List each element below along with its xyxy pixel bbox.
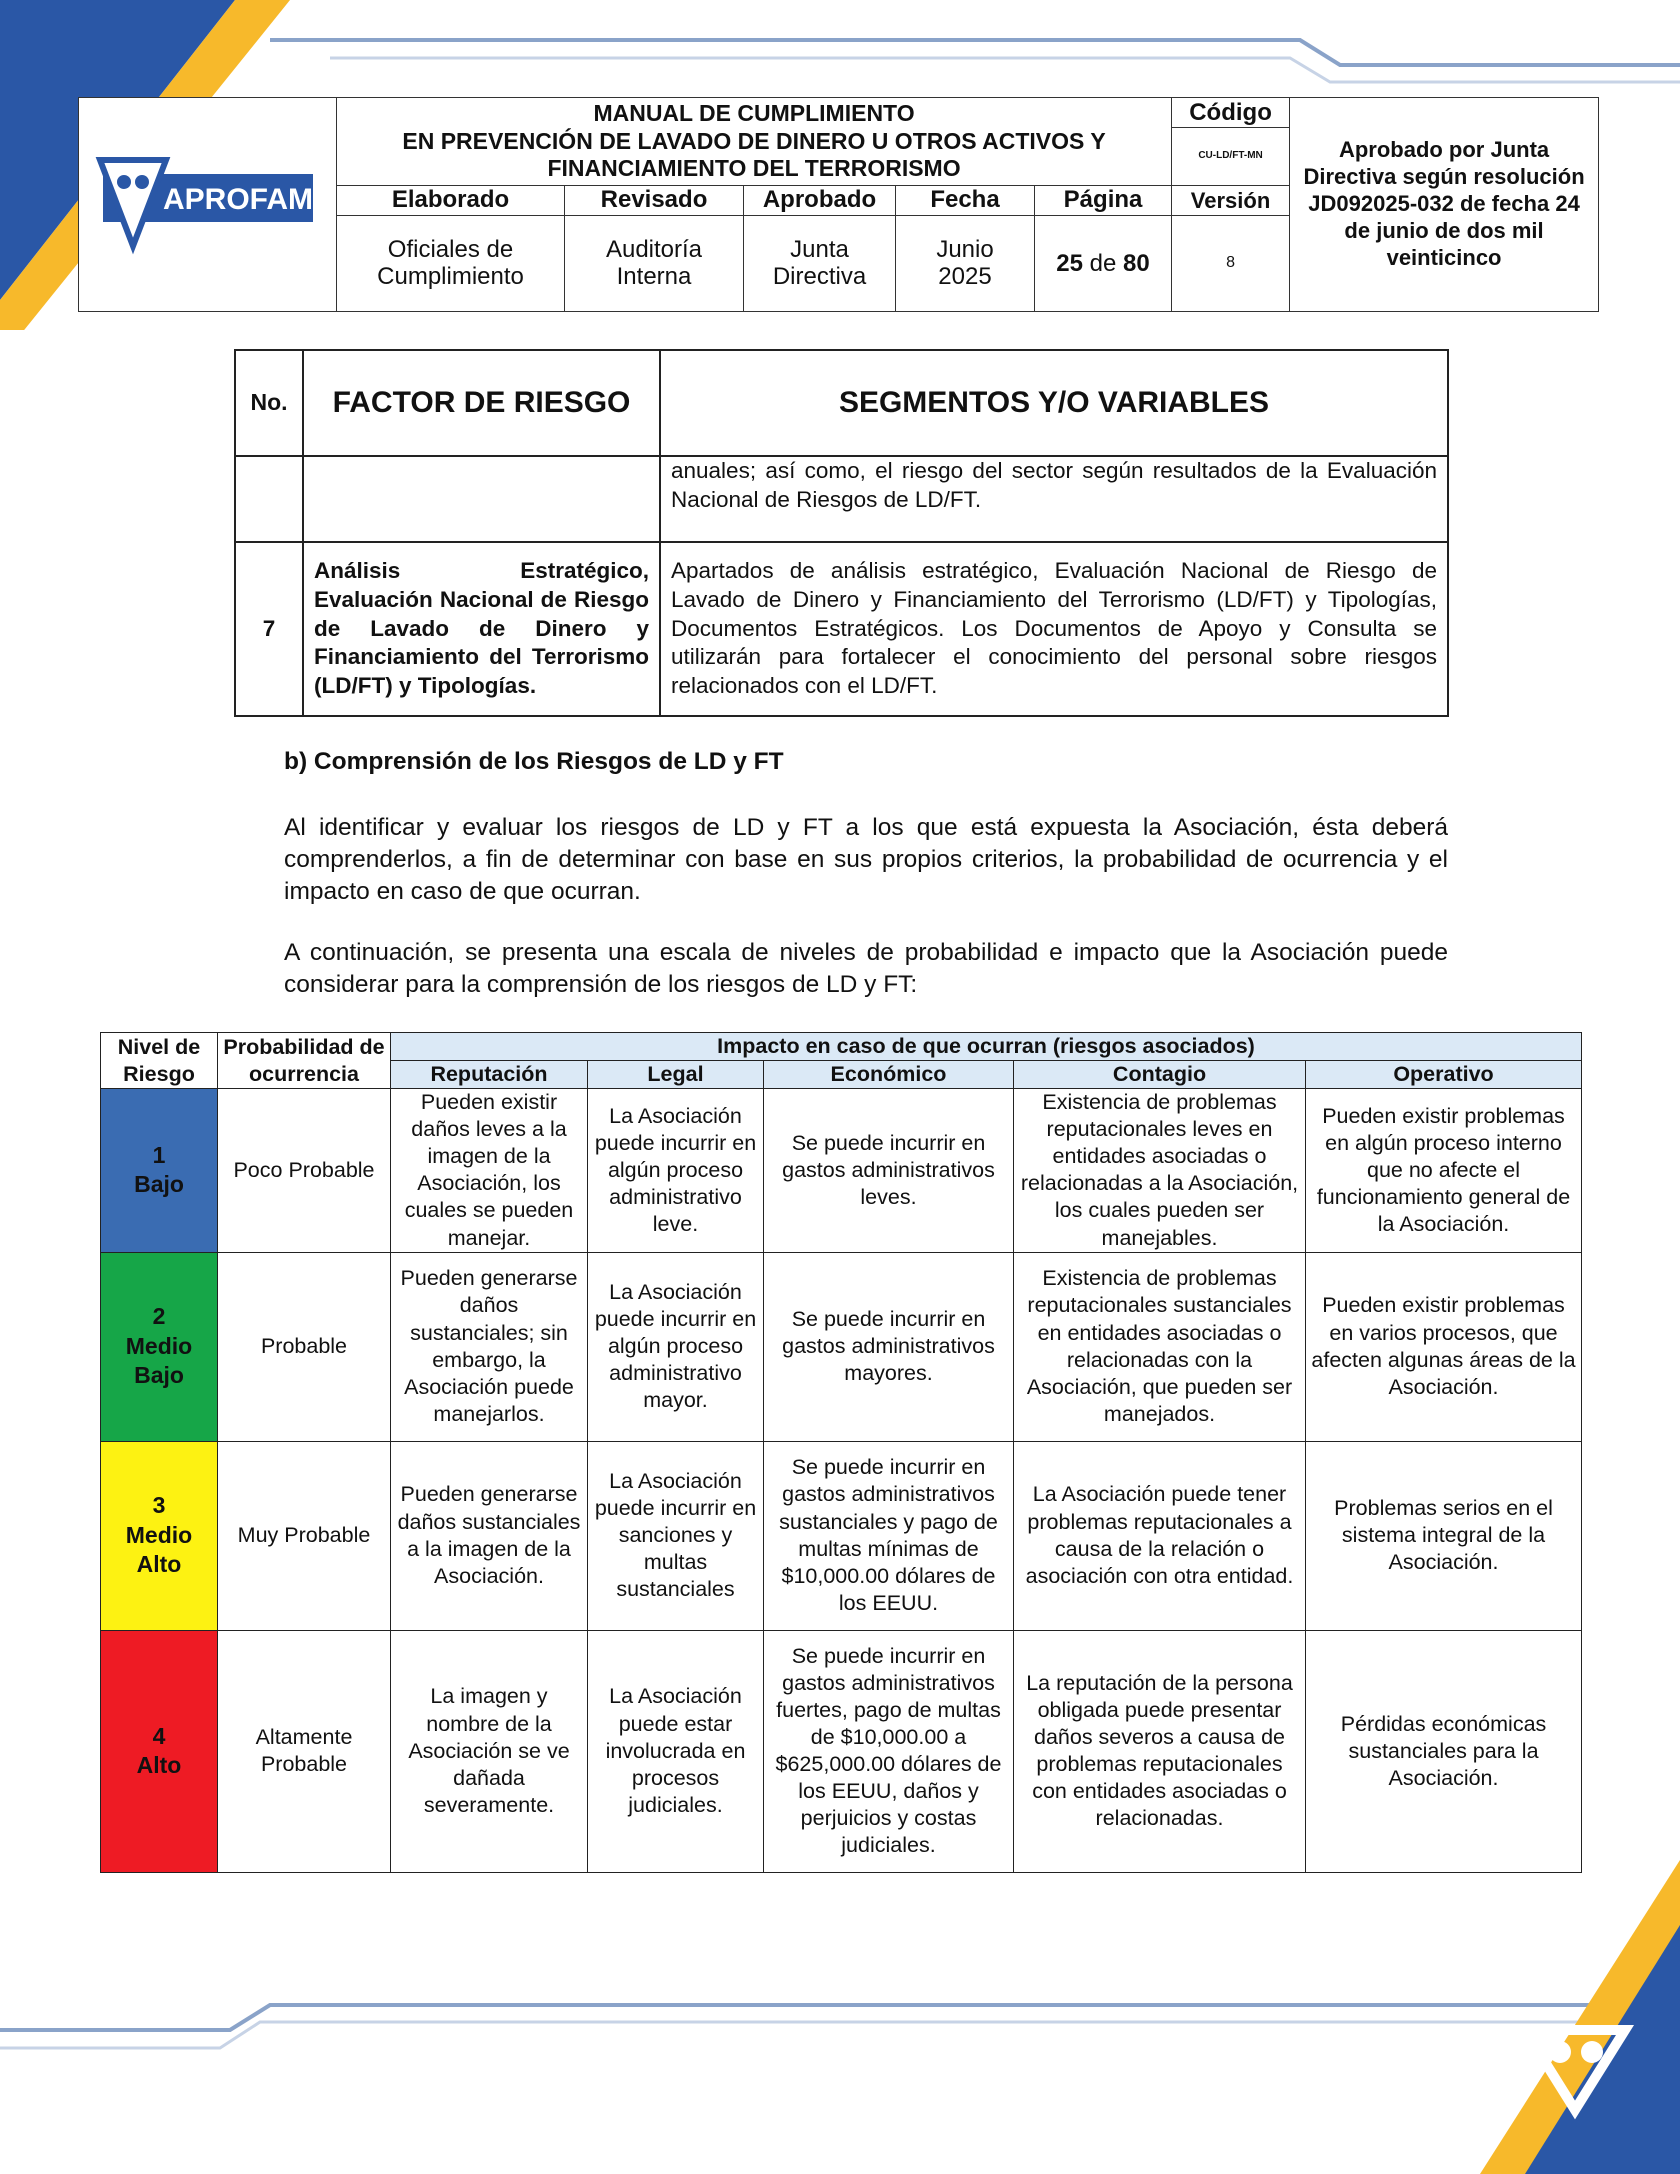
label-version: Versión [1172, 185, 1290, 215]
header-contagio: Contagio [1014, 1061, 1306, 1089]
logo-cell [79, 98, 337, 312]
col-header-segmentos: SEGMENTOS Y/O VARIABLES [660, 350, 1448, 456]
operativo-cell: Problemas serios en el sistema integral de la Asociación. [1306, 1441, 1582, 1630]
section-heading: b) Comprensión de los Riesgos de LD y FT [284, 748, 784, 775]
svg-text:APROFAM: APROFAM [162, 183, 313, 217]
value-elaborado: Oficiales de Cumplimiento [337, 215, 565, 311]
codigo-value: CU-LD/FT-MN [1172, 127, 1290, 185]
header-probabilidad: Probabilidad de ocurrencia [218, 1033, 391, 1089]
approval-note: Aprobado por Junta Directiva según resolución JD092025-032 de fecha 24 de junio de dos mil veinticinco [1290, 98, 1599, 312]
continuation-text: anuales; así como, el riesgo del sector según resultados de la Evaluación Nacional de Riesgos de LD/FT. [660, 456, 1448, 542]
level-cell-1: 1 Bajo [101, 1089, 218, 1252]
contagio-cell: La reputación de la persona obligada puede presentar daños severos a causa de problemas reputacionales con entidades asociadas o relacionadas. [1014, 1630, 1306, 1872]
reputacion-cell: Pueden existir daños leves a la imagen de la Asociación, los cuales se pueden manejar. [391, 1089, 588, 1252]
economico-cell: Se puede incurrir en gastos administrativos leves. [764, 1089, 1014, 1252]
risk-row-4 [101, 1630, 1582, 1872]
label-aprobado: Aprobado [744, 185, 896, 215]
paragraph-1: Al identificar y evaluar los riesgos de LD y FT a los que está expuesta la Asociación, ésta deberá comprenderlos, a fin de determinar con base en sus propios criterios, la probabilidad de ocurrencia y el impacto en caso de que ocurran. [284, 814, 1448, 905]
contagio-cell: Existencia de problemas reputacionales sustanciales en entidades asociadas o relacionadas con la Asociación, que pueden ser manejados. [1014, 1252, 1306, 1441]
document-title: MANUAL DE CUMPLIMIENTO EN PREVENCIÓN DE LAVADO DE DINERO U OTROS ACTIVOS Y FINANCIAMIENTO DEL TERRORISMO [337, 98, 1172, 186]
row-7-number: 7 [235, 542, 303, 716]
level-cell-3: 3 Medio Alto [101, 1441, 218, 1630]
contagio-cell: La Asociación puede tener problemas reputacionales a causa de la relación o asociación con otra entidad. [1014, 1441, 1306, 1630]
header-impacto: Impacto en caso de que ocurran (riesgos asociados) [391, 1033, 1582, 1061]
probabilidad-cell: Altamente Probable [218, 1630, 391, 1872]
header-nivel: Nivel de Riesgo [101, 1033, 218, 1089]
economico-cell: Se puede incurrir en gastos administrativos mayores. [764, 1252, 1014, 1441]
value-aprobado: Junta Directiva [744, 215, 896, 311]
row-7-factor: Análisis Estratégico, Evaluación Nacional de Riesgo de Lavado de Dinero y Financiamiento del Terrorismo (LD/FT) y Tipologías. [303, 542, 660, 716]
col-header-factor: FACTOR DE RIESGO [303, 350, 660, 456]
legal-cell: La Asociación puede incurrir en algún proceso administrativo leve. [588, 1089, 764, 1252]
contagio-cell: Existencia de problemas reputacionales leves en entidades asociadas o relacionadas a la Asociación, los cuales pueden ser manejables. [1014, 1089, 1306, 1252]
risk-factor-table [234, 349, 1449, 717]
continuation-no [235, 456, 303, 542]
value-fecha: Junio 2025 [896, 215, 1035, 311]
level-cell-4: 4 Alto [101, 1630, 218, 1872]
row-7-segment: Apartados de análisis estratégico, Evaluación Nacional de Riesgo de Lavado de Dinero y Financiamiento del Terrorismo (LD/FT) y Tipologías, Documentos Estratégicos. Los Documentos de Apoyo y Consulta se utilizarán para fortalecer el conocimiento del personal sobre riesgos relacionados con el LD/FT. [660, 542, 1448, 716]
reputacion-cell: La imagen y nombre de la Asociación se ve dañada severamente. [391, 1630, 588, 1872]
header-economico: Económico [764, 1061, 1014, 1089]
legal-cell: La Asociación puede incurrir en algún proceso administrativo mayor. [588, 1252, 764, 1441]
continuation-factor [303, 456, 660, 542]
economico-cell: Se puede incurrir en gastos administrativos fuertes, pago de multas de $10,000.00 a $625,000.00 dólares de los EEUU, daños y perjuicios y costas judiciales. [764, 1630, 1014, 1872]
label-elaborado: Elaborado [337, 185, 565, 215]
document-header [78, 97, 1599, 312]
reputacion-cell: Pueden generarse daños sustanciales; sin embargo, la Asociación puede manejarlos. [391, 1252, 588, 1441]
col-header-no: No. [235, 350, 303, 456]
probabilidad-cell: Muy Probable [218, 1441, 391, 1630]
risk-matrix-table [100, 1032, 1582, 1873]
probabilidad-cell: Poco Probable [218, 1089, 391, 1252]
value-version: 8 [1172, 215, 1290, 311]
codigo-label: Código [1172, 98, 1290, 128]
economico-cell: Se puede incurrir en gastos administrativos sustanciales y pago de multas mínimas de $10,000.00 dólares de los EEUU. [764, 1441, 1014, 1630]
reputacion-cell: Pueden generarse daños sustanciales a la imagen de la Asociación. [391, 1441, 588, 1630]
label-fecha: Fecha [896, 185, 1035, 215]
operativo-cell: Pueden existir problemas en algún proceso interno que no afecte el funcionamiento general de la Asociación. [1306, 1089, 1582, 1252]
level-cell-2: 2 Medio Bajo [101, 1252, 218, 1441]
legal-cell: La Asociación puede incurrir en sanciones y multas sustanciales [588, 1441, 764, 1630]
operativo-cell: Pérdidas económicas sustanciales para la Asociación. [1306, 1630, 1582, 1872]
value-pagina: 25 de 80 [1035, 215, 1172, 311]
operativo-cell: Pueden existir problemas en varios procesos, que afecten algunas áreas de la Asociación. [1306, 1252, 1582, 1441]
risk-row-1 [101, 1089, 1582, 1252]
risk-row-2 [101, 1252, 1582, 1441]
header-reputacion: Reputación [391, 1061, 588, 1089]
label-revisado: Revisado [565, 185, 744, 215]
paragraph-2: A continuación, se presenta una escala de niveles de probabilidad e impacto que la Asociación puede considerar para la comprensión de los riesgos de LD y FT: [284, 939, 1448, 998]
label-pagina: Página [1035, 185, 1172, 215]
header-legal: Legal [588, 1061, 764, 1089]
probabilidad-cell: Probable [218, 1252, 391, 1441]
value-revisado: Auditoría Interna [565, 215, 744, 311]
legal-cell: La Asociación puede estar involucrada en procesos judiciales. [588, 1630, 764, 1872]
risk-row-3 [101, 1441, 1582, 1630]
header-operativo: Operativo [1306, 1061, 1582, 1089]
aprofam-logo [88, 146, 328, 256]
